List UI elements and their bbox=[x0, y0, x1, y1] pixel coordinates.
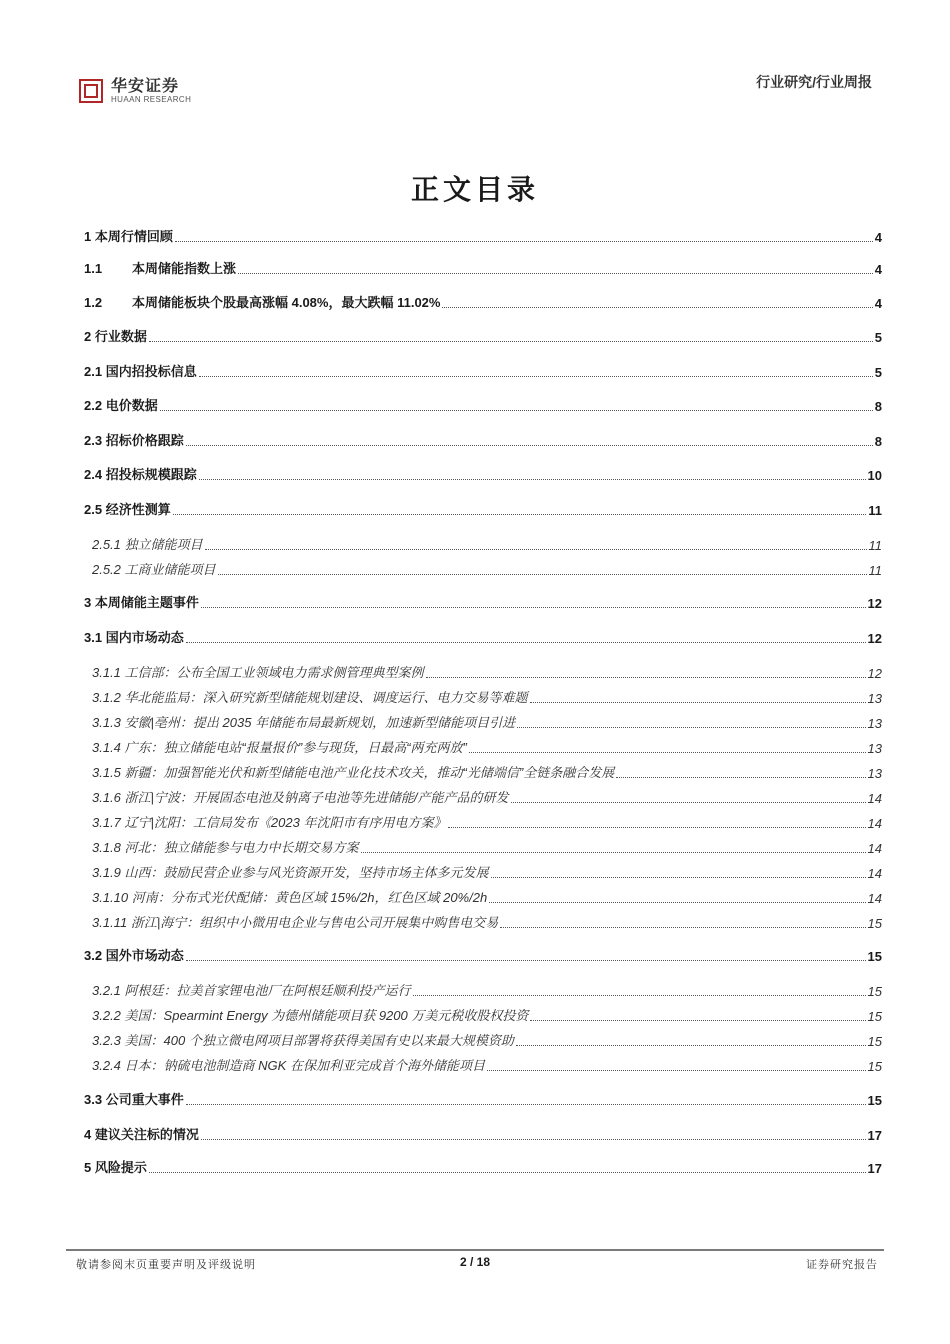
company-logo bbox=[79, 77, 191, 105]
toc-entry-number: 3.1.3 bbox=[92, 715, 121, 730]
toc-entry-number: 3.1.4 bbox=[92, 740, 121, 755]
footer-divider bbox=[66, 1249, 884, 1251]
toc-entry-number: 3.3 bbox=[84, 1092, 103, 1107]
toc-entry-number: 1 bbox=[84, 229, 92, 244]
toc-entry-number: 2.3 bbox=[84, 433, 103, 448]
report-type-label: 行业研究/行业周报 bbox=[756, 74, 872, 90]
page-title: 正文目录 bbox=[410, 173, 539, 206]
toc-entry-page: 13 bbox=[867, 741, 882, 756]
toc-entry-page: 15 bbox=[867, 1034, 882, 1049]
toc-dot-leader bbox=[361, 851, 866, 853]
toc-dot-leader bbox=[173, 513, 867, 515]
toc-entry[interactable] bbox=[84, 1030, 882, 1049]
toc-entry-number: 3.1.7 bbox=[92, 815, 121, 830]
toc-entry-number: 3.1 bbox=[84, 630, 103, 645]
toc-entry-page: 11 bbox=[868, 503, 882, 518]
page-header bbox=[0, 0, 950, 120]
toc-dot-leader bbox=[448, 826, 865, 828]
toc-entry-number: 3.1.2 bbox=[92, 690, 121, 705]
toc-entry-number: 2.5 bbox=[84, 502, 103, 517]
toc-entry-page: 8 bbox=[874, 434, 882, 449]
toc-entry-label: 阿根廷：拉美首家锂电池厂在阿根廷顺利投产运行 bbox=[124, 983, 411, 998]
toc-entry-label: 招标价格跟踪 bbox=[105, 433, 184, 448]
toc-dot-leader bbox=[238, 272, 873, 274]
toc-entry-page: 12 bbox=[867, 631, 882, 646]
toc-entry[interactable] bbox=[84, 980, 882, 999]
toc-entry[interactable] bbox=[84, 1157, 882, 1176]
toc-entry-label: 公司重大事件 bbox=[105, 1092, 184, 1107]
toc-entry-page: 13 bbox=[867, 691, 882, 706]
footer-report-label: 证券研究报告 bbox=[806, 1259, 878, 1271]
toc-dot-leader bbox=[469, 751, 866, 753]
toc-dot-leader bbox=[175, 240, 873, 242]
toc-dot-leader bbox=[491, 876, 866, 878]
toc-entry-label: 日本：钠硫电池制造商 NGK 在保加利亚完成首个海外储能项目 bbox=[124, 1058, 485, 1073]
toc-entry[interactable] bbox=[84, 1089, 882, 1108]
toc-entry-label: 风险提示 bbox=[94, 1160, 147, 1175]
toc-entry-page: 4 bbox=[874, 262, 882, 277]
toc-entry-label: 工信部：公布全国工业领域电力需求侧管理典型案例 bbox=[124, 665, 424, 680]
toc-entry[interactable] bbox=[84, 687, 882, 706]
page-number: 2 / 18 bbox=[459, 1255, 491, 1269]
toc-entry[interactable] bbox=[84, 762, 882, 781]
toc-entry-number: 1.2 bbox=[84, 295, 103, 310]
toc-entry-number: 3 bbox=[84, 595, 92, 610]
toc-dot-leader bbox=[199, 375, 873, 377]
toc-entry-label: 电价数据 bbox=[105, 398, 158, 413]
toc-entry-page: 14 bbox=[867, 791, 882, 806]
toc-dot-leader bbox=[489, 901, 865, 903]
toc-dot-leader bbox=[199, 478, 866, 480]
toc-entry-number: 3.1.6 bbox=[92, 790, 121, 805]
toc-entry-number: 2.5.1 bbox=[92, 537, 121, 552]
toc-entry[interactable] bbox=[84, 559, 882, 578]
toc-entry[interactable] bbox=[84, 812, 882, 831]
toc-dot-leader bbox=[205, 548, 867, 550]
toc-entry-page: 14 bbox=[867, 866, 882, 881]
toc-entry-number: 1.1 bbox=[84, 261, 103, 276]
toc-entry-number: 2 bbox=[84, 329, 92, 344]
toc-dot-leader bbox=[186, 959, 866, 961]
toc-dot-leader bbox=[530, 1019, 865, 1021]
toc-dot-leader bbox=[500, 926, 865, 928]
toc-entry-number: 3.2.1 bbox=[92, 983, 121, 998]
toc-entry-label: 独立储能项目 bbox=[124, 537, 203, 552]
footer-disclaimer: 敬请参阅末页重要声明及评级说明 bbox=[76, 1259, 256, 1271]
toc-entry[interactable] bbox=[84, 787, 882, 806]
toc-entry-label: 华北能监局：深入研究新型储能规划建设、调度运行、电力交易等难题 bbox=[124, 690, 528, 705]
toc-dot-leader bbox=[516, 1044, 866, 1046]
toc-entry[interactable] bbox=[84, 395, 882, 414]
toc-entry[interactable] bbox=[84, 862, 882, 881]
toc-entry[interactable] bbox=[84, 226, 882, 245]
toc-entry-number: 3.1.10 bbox=[92, 890, 129, 905]
toc-entry-label: 本周储能指数上涨 bbox=[132, 261, 237, 276]
toc-entry-label: 安徽|亳州：提出 2035 年储能布局最新规划，加速新型储能项目引进 bbox=[124, 715, 516, 730]
toc-entry-page: 11 bbox=[868, 538, 882, 553]
toc-dot-leader bbox=[149, 340, 873, 342]
toc-entry[interactable] bbox=[84, 499, 882, 518]
toc-dot-leader bbox=[517, 726, 865, 728]
toc-entry-label: 经济性测算 bbox=[105, 502, 171, 517]
toc-entry-number: 2.5.2 bbox=[92, 562, 121, 577]
toc-entry-page: 15 bbox=[867, 1093, 882, 1108]
toc-entry[interactable] bbox=[84, 464, 882, 483]
toc-dot-leader bbox=[160, 409, 873, 411]
toc-entry[interactable] bbox=[84, 912, 882, 931]
toc-entry-label: 工商业储能项目 bbox=[124, 562, 216, 577]
toc-entry[interactable] bbox=[84, 627, 882, 646]
toc-entry-label: 招投标规模跟踪 bbox=[105, 467, 197, 482]
toc-entry[interactable] bbox=[84, 361, 882, 380]
toc-entry[interactable] bbox=[84, 1055, 882, 1074]
toc-entry-page: 13 bbox=[867, 766, 882, 781]
toc-entry-page: 4 bbox=[874, 230, 882, 245]
toc-entry-number: 4 bbox=[84, 1127, 92, 1142]
toc-entry-page: 17 bbox=[867, 1161, 882, 1176]
toc-entry-label: 行业数据 bbox=[94, 329, 147, 344]
toc-entry[interactable] bbox=[84, 430, 882, 449]
toc-entry-number: 3.1.5 bbox=[92, 765, 121, 780]
toc-entry-number: 3.1.8 bbox=[92, 840, 121, 855]
toc-entry[interactable] bbox=[84, 837, 882, 856]
toc-entry[interactable] bbox=[84, 737, 882, 756]
toc-entry-page: 15 bbox=[867, 916, 882, 931]
toc-entry[interactable] bbox=[84, 945, 882, 964]
toc-entry-number: 2.2 bbox=[84, 398, 103, 413]
toc-entry-page: 14 bbox=[867, 816, 882, 831]
toc-entry-label: 本周储能主题事件 bbox=[94, 595, 199, 610]
toc-entry[interactable] bbox=[84, 326, 882, 345]
toc-entry-label: 国外市场动态 bbox=[105, 948, 184, 963]
toc-entry-label: 广东：独立储能电站“报量报价”参与现货，日最高“两充两放” bbox=[124, 740, 467, 755]
toc-entry-number: 3.1.11 bbox=[92, 915, 128, 930]
toc-entry[interactable] bbox=[84, 258, 882, 277]
toc-dot-leader bbox=[616, 776, 865, 778]
toc-entry-label: 建议关注标的情况 bbox=[94, 1127, 199, 1142]
toc-entry-page: 12 bbox=[867, 666, 882, 681]
toc-entry-page: 14 bbox=[867, 891, 882, 906]
page-footer bbox=[66, 1249, 884, 1273]
toc-entry-number: 3.2 bbox=[84, 948, 103, 963]
toc-entry-number: 5 bbox=[84, 1160, 92, 1175]
toc-entry-label: 国内市场动态 bbox=[105, 630, 184, 645]
toc-dot-leader bbox=[201, 606, 866, 608]
toc-dot-leader bbox=[186, 641, 866, 643]
toc-entry-label: 美国：400 个独立微电网项目部署将获得美国有史以来最大规模资助 bbox=[124, 1033, 514, 1048]
toc-entry-number: 2.1 bbox=[84, 364, 103, 379]
toc-entry[interactable] bbox=[84, 712, 882, 731]
toc-entry-page: 10 bbox=[867, 468, 882, 483]
toc-dot-leader bbox=[511, 801, 866, 803]
toc-entry-number: 3.1.9 bbox=[92, 865, 121, 880]
toc-entry-page: 4 bbox=[874, 296, 882, 311]
toc-dot-leader bbox=[426, 676, 866, 678]
toc-dot-leader bbox=[442, 306, 872, 308]
toc-dot-leader bbox=[487, 1069, 866, 1071]
toc-entry-page: 17 bbox=[867, 1128, 882, 1143]
toc-entry-page: 5 bbox=[874, 330, 882, 345]
toc-entry-label: 新疆：加强智能光伏和新型储能电池产业化技术攻关，推动“光储端信”全链条融合发展 bbox=[124, 765, 615, 780]
toc-entry-label: 河南：分布式光伏配储：黄色区域 15%/2h，红色区域 20%/2h bbox=[131, 890, 488, 905]
toc-entry-page: 12 bbox=[867, 596, 882, 611]
toc-entry-label: 美国：Spearmint Energy 为德州储能项目获 9200 万美元税收股权投资 bbox=[124, 1008, 529, 1023]
toc-dot-leader bbox=[413, 994, 866, 996]
toc-entry[interactable] bbox=[84, 887, 882, 906]
toc-dot-leader bbox=[201, 1138, 866, 1140]
toc-entry-number: 3.1.1 bbox=[92, 665, 121, 680]
toc-entry-label: 本周行情回顾 bbox=[94, 229, 173, 244]
toc-entry-number: 3.2.2 bbox=[92, 1008, 121, 1023]
toc-entry-page: 15 bbox=[867, 1059, 882, 1074]
toc-entry-number: 2.4 bbox=[84, 467, 103, 482]
toc-entry-label: 辽宁|沈阳：工信局发布《2023 年沈阳市有序用电方案》 bbox=[124, 815, 447, 830]
logo-name-cn: 华安证券 bbox=[111, 76, 180, 95]
toc-entry[interactable] bbox=[84, 534, 882, 553]
toc-entry-number: 3.2.4 bbox=[92, 1058, 121, 1073]
toc-entry-page: 15 bbox=[867, 949, 882, 964]
toc-dot-leader bbox=[530, 701, 866, 703]
toc-entry-page: 13 bbox=[867, 716, 882, 731]
toc-entry-label: 山西：鼓励民营企业参与风光资源开发，坚持市场主体多元发展 bbox=[124, 865, 489, 880]
toc-entry-page: 8 bbox=[874, 399, 882, 414]
toc-dot-leader bbox=[149, 1171, 866, 1173]
toc-entry-number: 3.2.3 bbox=[92, 1033, 121, 1048]
toc-entry-label: 浙江|宁波：开展固态电池及钠离子电池等先进储能/产能产品的研发 bbox=[124, 790, 509, 805]
toc-entry-label: 河北：独立储能参与电力中长期交易方案 bbox=[124, 840, 359, 855]
toc-entry-label: 本周储能板块个股最高涨幅 4.08%，最大跌幅 11.02% bbox=[132, 295, 441, 310]
toc-entry-page: 15 bbox=[867, 1009, 882, 1024]
logo-name-en: HUAAN RESEARCH bbox=[111, 95, 192, 104]
toc-dot-leader bbox=[218, 573, 867, 575]
toc-entry-page: 5 bbox=[874, 365, 882, 380]
toc-entry-page: 11 bbox=[868, 563, 882, 578]
toc-entry[interactable] bbox=[84, 1124, 882, 1143]
toc-entry[interactable] bbox=[84, 592, 882, 611]
logo-seal-icon bbox=[79, 79, 103, 103]
toc-entry-label: 国内招投标信息 bbox=[105, 364, 197, 379]
toc-entry-page: 15 bbox=[867, 984, 882, 999]
toc-dot-leader bbox=[186, 1103, 866, 1105]
toc-entry-label: 浙江|海宁：组织中小微用电企业与售电公司开展集中购售电交易 bbox=[130, 915, 499, 930]
toc-entry-page: 14 bbox=[867, 841, 882, 856]
toc-entry[interactable] bbox=[84, 662, 882, 681]
toc-entry[interactable] bbox=[84, 1005, 882, 1024]
toc-dot-leader bbox=[186, 444, 873, 446]
toc-entry[interactable] bbox=[84, 292, 882, 311]
